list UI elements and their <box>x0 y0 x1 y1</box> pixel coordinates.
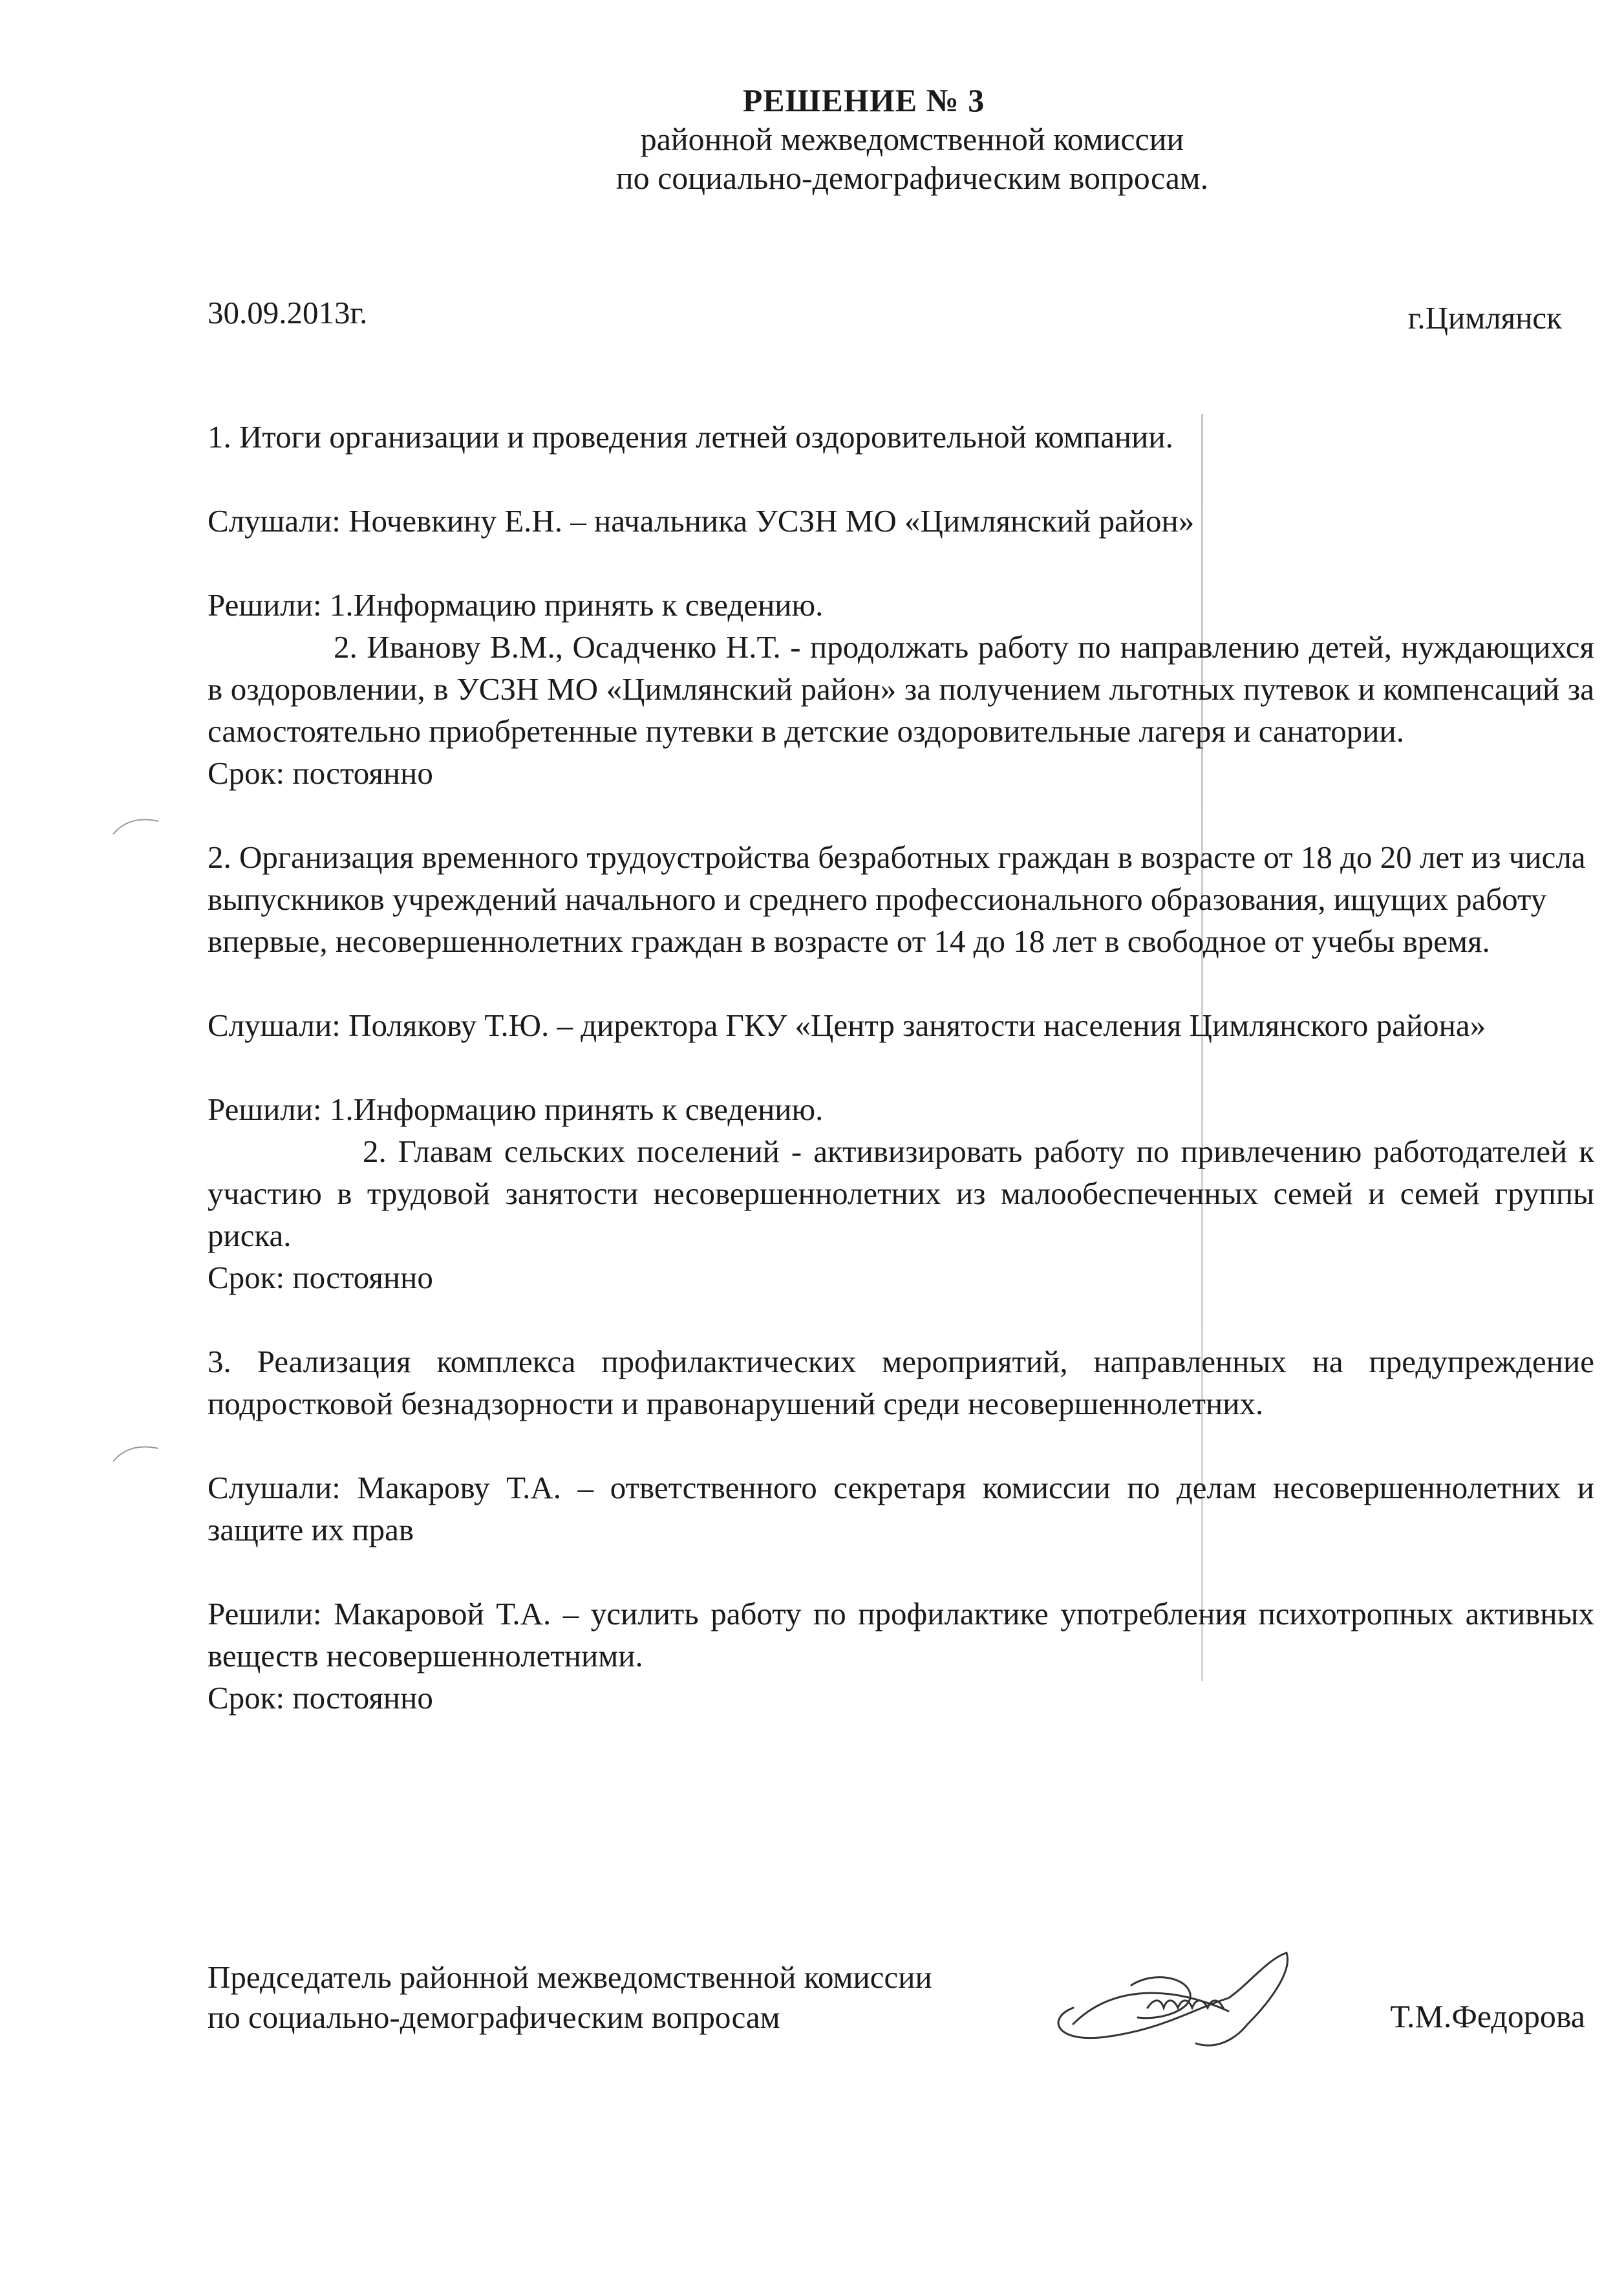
item-1-topic: 1. Итоги организации и проведения летней оздоровительной компании. <box>208 419 1173 455</box>
signature-block <box>208 1957 932 2038</box>
item-2-term: Срок: постоянно <box>208 1260 433 1295</box>
document-body <box>208 416 1594 1719</box>
punch-hole-mark-lower <box>110 1439 162 1465</box>
item-3-topic: 3. Реализация комплекса профилактических мероприятий, направленных на предупреждение подростковой безнадзорности и правонарушений среди несовершеннолетних. <box>208 1344 1594 1421</box>
document-title: РЕШЕНИЕ № 3 <box>742 82 985 118</box>
item-1-decided-1: Решили: 1.Информацию принять к сведению. <box>208 587 824 623</box>
item-3-heard: Слушали: Макарову Т.А. – ответственного секретаря комиссии по делам несовершеннолетних и защите их прав <box>208 1470 1594 1547</box>
item-2-decided-2: 2. Главам сельских поселений - активизировать работу по привлечению работодателей к участию в трудовой занятости несовершеннолетних из малообеспеченных семей и семей группы риска. <box>208 1134 1594 1253</box>
item-3-term: Срок: постоянно <box>208 1680 433 1716</box>
handwritten-signature <box>1034 1946 1338 2069</box>
document-city: г.Цимлянск <box>1407 300 1562 336</box>
item-2-topic: 2. Организация временного трудоустройства безработных граждан в возрасте от 18 до 20 лет из числа выпускников учреждений начального и среднего профессионального образования, ищущих работу впервые, несовершеннолетних граждан в возрасте от 14 до 18 лет в свободное от учебы время. <box>208 839 1586 959</box>
item-3-decided: Решили: Макаровой Т.А. – усилить работу по профилактике употребления психотропных активных веществ несовершеннолетними. <box>208 1596 1594 1674</box>
item-1-decided-2: 2. Иванову В.М., Осадченко Н.Т. - продолжать работу по направлению детей, нуждающихся в оздоровлении, в УСЗН МО «Цимлянский район» за получением льготных путевок и компенсаций за самостоятельно приобретенные путевки в детские оздоровительные лагеря и санатории. <box>208 629 1594 749</box>
document-header <box>0 81 1624 197</box>
document-subtitle-line2: по социально-демографическим вопросам. <box>615 160 1209 196</box>
document-date: 30.09.2013г. <box>208 295 368 330</box>
item-1-heard: Слушали: Ночевкину Е.Н. – начальника УСЗН МО «Цимлянский район» <box>208 503 1195 539</box>
signer-name: Т.М.Федорова <box>1390 1998 1585 2034</box>
item-1-term: Срок: постоянно <box>208 755 433 791</box>
document-subtitle-line1: районной межведомственной комиссии <box>640 121 1184 157</box>
signer-role-line2: по социально-демографическим вопросам <box>208 1999 780 2035</box>
item-2-decided-1: Решили: 1.Информацию принять к сведению. <box>208 1092 824 1127</box>
signer-role-line1: Председатель районной межведомственной комиссии <box>208 1959 932 1995</box>
punch-hole-mark-upper <box>110 812 162 837</box>
item-2-heard: Слушали: Полякову Т.Ю. – директора ГКУ «Центр занятости населения Цимлянского района» <box>208 1007 1486 1043</box>
